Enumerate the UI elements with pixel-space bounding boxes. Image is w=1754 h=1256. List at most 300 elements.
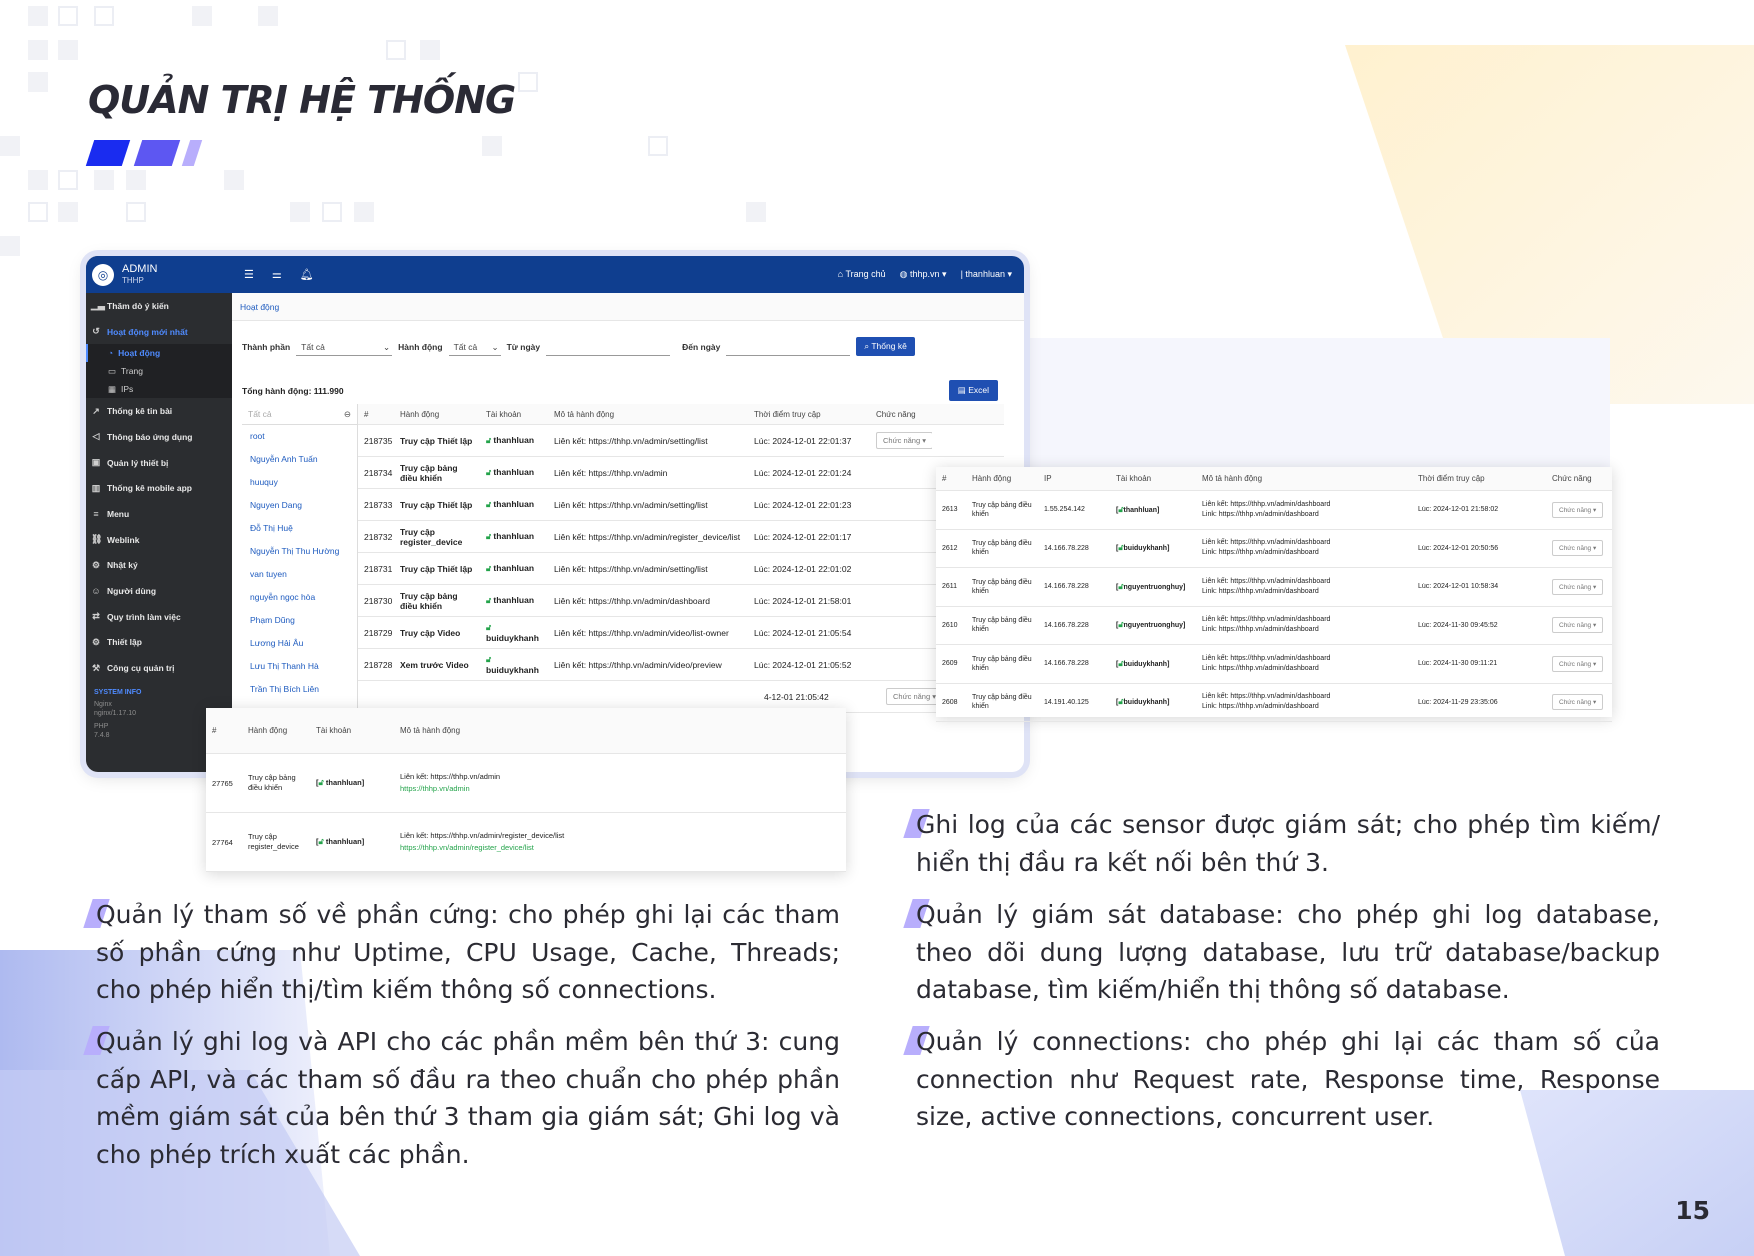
account-name[interactable]: buiduykhanh: [1123, 699, 1168, 707]
description-link[interactable]: Liên kết: https://thhp.vn/admin/dashboard: [1202, 500, 1331, 508]
row-description: [1196, 654, 1412, 674]
row-action: Truy cập bảng điều khiển: [972, 617, 1032, 634]
sidebar-item[interactable]: [86, 655, 232, 681]
column-header[interactable]: Hành động: [972, 474, 1012, 483]
table-row: [358, 521, 1004, 553]
column-header[interactable]: IP: [1044, 474, 1052, 483]
sidebar-item-label: Thống kê mobile app: [107, 483, 193, 494]
row-time: Lúc: 2024-12-01 21:05:52: [754, 659, 852, 670]
unlock-icon: 🔓︎: [486, 564, 494, 573]
sidebar-item-label: Công cụ quản trị: [107, 663, 175, 674]
row-action: Truy cập Thiết lập: [400, 499, 473, 510]
account-name[interactable]: thanhluan: [493, 467, 535, 477]
sidebar-item[interactable]: [86, 450, 232, 476]
row-ip: 14.166.78.228: [1044, 583, 1089, 591]
row-functions: [880, 688, 942, 705]
row-action: Truy cập bảng điều khiển: [400, 462, 458, 483]
row-functions: [1546, 617, 1612, 633]
function-label: Chức năng: [1559, 622, 1592, 630]
bell-icon[interactable]: 🔔︎: [299, 269, 314, 281]
ip-activity-panel: [936, 467, 1612, 717]
column-header[interactable]: Mô tả hành động: [1202, 474, 1263, 483]
subitem-icon: ◔: [108, 348, 114, 359]
description-link[interactable]: Link: https://thhp.vn/admin/dashboard: [1202, 664, 1319, 672]
sensor-paragraph: Ghi log của các sensor được giám sát; cho phép tìm kiếm/ hiển thị đầu ra kết nối bên thứ 3.: [916, 806, 1660, 881]
link-icon: ⛓: [91, 534, 103, 545]
row-account: [480, 467, 548, 478]
table-row: [358, 553, 1004, 585]
sidebar-item-label: Người dùng: [107, 586, 157, 597]
table-row: [936, 607, 1612, 646]
filter-bar: [242, 337, 915, 356]
description-link[interactable]: Link: https://thhp.vn/admin/dashboard: [1202, 587, 1319, 595]
function-dropdown[interactable]: Chức năng ▾: [876, 432, 932, 449]
function-dropdown[interactable]: Chức năng ▾: [1552, 540, 1603, 556]
row-description: Liên kết: https://thhp.vn/admin/setting/list: [554, 563, 708, 574]
table-row: [358, 617, 1004, 649]
sidebar-item-label: Menu: [107, 508, 130, 519]
unlock-icon: 🔓︎: [1118, 581, 1124, 591]
user-filter-input[interactable]: Tất cả ⊖: [242, 404, 357, 425]
unlock-icon: 🔓︎: [486, 500, 494, 509]
description-link[interactable]: Liên kết: https://thhp.vn/admin/register_device/list: [400, 831, 565, 840]
excel-button[interactable]: ▤ Excel: [949, 380, 998, 401]
column-header[interactable]: Tài khoản: [486, 409, 522, 419]
column-header[interactable]: #: [364, 409, 369, 419]
row-description: [1196, 692, 1412, 712]
description-url[interactable]: https://thhp.vn/admin/register_device/list: [400, 843, 534, 852]
component-select[interactable]: Tất cả ⌄: [296, 338, 392, 356]
user-filter-item[interactable]: Nguyễn Anh Tuấn: [250, 454, 318, 464]
sidebar-menu: [86, 293, 232, 681]
column-header[interactable]: Hành động: [400, 409, 440, 419]
row-time: Lúc: 2024-11-30 09:11:21: [1418, 660, 1498, 668]
table-row: [358, 457, 1004, 489]
function-label: Chức năng: [893, 692, 931, 701]
row-account: [🔓︎thanhluan]: [1116, 504, 1160, 514]
user-filter-item[interactable]: nguyễn ngọc hòa: [250, 592, 316, 602]
row-account: [480, 654, 548, 675]
from-date-input[interactable]: [546, 338, 670, 356]
row-account: [480, 622, 548, 643]
cog-icon: ⚙: [91, 636, 101, 647]
to-date-label: Đến ngày: [682, 341, 721, 352]
row-time: Lúc: 2024-12-01 22:01:23: [754, 499, 852, 510]
row-description: [394, 830, 846, 854]
user-icon: ☺: [91, 586, 101, 597]
row-id: 2611: [942, 583, 958, 591]
account-name[interactable]: buiduykhanh: [1123, 545, 1168, 553]
version-php: PHP 7.4.8: [94, 722, 110, 739]
admin-window: [86, 256, 1024, 772]
function-label: Chức năng: [1559, 545, 1592, 553]
row-action: Truy cập bảng điều khiển: [248, 773, 296, 792]
row-id: 218734: [364, 467, 393, 478]
shuffle-icon: ⇄: [92, 611, 100, 622]
user-filter-item[interactable]: huuquy: [250, 477, 278, 487]
sidebar-brand[interactable]: [86, 256, 232, 293]
stats-button[interactable]: ⌕ Thống kê: [856, 337, 914, 356]
row-action: Truy cập Thiết lập: [400, 563, 473, 574]
row-description: Liên kết: https://thhp.vn/admin/setting/list: [554, 435, 708, 446]
database-paragraph: Quản lý giám sát database: cho phép ghi log database, theo dõi dung lượng database, lưu trữ database/backup database, tìm kiếm/hiển thị thông số database.: [916, 896, 1660, 1009]
column-header[interactable]: Mô tả hành động: [554, 409, 615, 419]
row-time: Lúc: 2024-11-30 09:45:52: [1418, 621, 1498, 629]
unlock-icon: 🔓︎: [486, 623, 492, 632]
devices-icon: ▣: [91, 457, 101, 468]
column-header[interactable]: Chức năng: [1552, 474, 1592, 483]
row-action: Truy cập Thiết lập: [400, 435, 473, 446]
file-icon: ▤: [957, 385, 969, 395]
row-time: Lúc: 2024-12-01 21:05:54: [754, 627, 852, 638]
account-name[interactable]: buiduykhanh: [1123, 660, 1168, 668]
table-header-row: [206, 708, 846, 754]
row-action: Truy cập bảng điều khiển: [400, 590, 458, 611]
sidebar-item[interactable]: [86, 424, 232, 450]
sidebar-item-label: Thống kê tin bài: [107, 406, 173, 417]
account-name[interactable]: thanhluan: [325, 778, 362, 787]
sidebar-subitem-label: IPs: [121, 384, 134, 395]
account-name[interactable]: thanhluan: [493, 563, 535, 573]
home-link[interactable]: ⌂ Trang chủ: [837, 269, 886, 279]
user-filter-item[interactable]: van tuyen: [250, 569, 287, 579]
table-row: [358, 649, 1004, 681]
sidebar-subitem[interactable]: [86, 380, 232, 398]
row-ip: 1.55.254.142: [1044, 506, 1085, 514]
row-functions: [870, 432, 932, 449]
user-menu[interactable]: | thanhluan ▾: [960, 269, 1012, 279]
row-ip: 14.191.40.125: [1044, 698, 1089, 706]
row-account: [🔓︎buiduykhanh]: [1116, 658, 1170, 668]
column-header[interactable]: #: [212, 726, 217, 735]
sidebar-item-label: Quản lý thiết bị: [107, 457, 169, 468]
sidebar-subitem[interactable]: [86, 362, 232, 380]
table-header-row: [936, 467, 1612, 491]
row-description: [1196, 577, 1412, 597]
function-label: Chức năng: [883, 436, 921, 445]
row-description: [1196, 615, 1412, 635]
sidebar-subitem-label: Trang: [121, 366, 143, 377]
unlock-icon: 🔓︎: [486, 468, 494, 477]
function-dropdown[interactable]: Chức năng ▾: [1552, 502, 1603, 518]
row-action: Xem trước Video: [400, 659, 469, 670]
top-navbar: [232, 256, 1024, 293]
user-filter-list: [242, 404, 358, 724]
user-filter-item[interactable]: Nguyen Dang: [250, 500, 302, 510]
sidebar-item[interactable]: [86, 501, 232, 527]
row-time: Lúc: 2024-12-01 22:01:37: [754, 435, 852, 446]
row-account: [480, 531, 548, 542]
row-action: Truy cập bảng điều khiển: [972, 655, 1032, 672]
row-action: Truy cập Video: [400, 627, 461, 638]
row-account: [🔓︎ thanhluan]: [316, 778, 365, 787]
description-url[interactable]: https://thhp.vn/admin: [400, 784, 470, 793]
sidebar-item[interactable]: [86, 293, 232, 319]
row-description: Liên kết: https://thhp.vn/admin/video/list-owner: [554, 627, 729, 638]
sidebar-item-label: Thăm dò ý kiến: [107, 300, 169, 311]
row-functions: [1546, 540, 1612, 556]
table-row: [936, 530, 1612, 569]
function-dropdown[interactable]: Chức năng ▾: [886, 688, 942, 705]
row-account: [480, 563, 548, 574]
logo-icon: ◎: [92, 264, 114, 286]
ip-activity-table: [936, 467, 1612, 722]
account-name[interactable]: thanhluan: [493, 435, 535, 445]
unlock-icon: 🔓︎: [1118, 697, 1124, 707]
sidebar-item-label: Hoạt động mới nhất: [107, 326, 188, 337]
gears-icon: ⚙: [91, 559, 101, 570]
row-id: 218731: [364, 563, 393, 574]
column-header[interactable]: Tài khoản: [1116, 474, 1152, 483]
description-link[interactable]: Liên kết: https://thhp.vn/admin: [400, 772, 501, 781]
table-row: [358, 585, 1004, 617]
row-account: [🔓︎buiduykhanh]: [1116, 543, 1170, 553]
row-description: [394, 771, 846, 795]
row-account: [🔓︎nguyentruonghuy]: [1116, 620, 1186, 630]
action-label: Hành động: [398, 341, 443, 352]
account-name[interactable]: thanhluan: [1123, 506, 1157, 514]
user-filter-item[interactable]: Lưu Thị Thanh Hà: [250, 661, 319, 671]
row-action: Truy cập bảng điều khiển: [972, 694, 1032, 711]
user-filter-item[interactable]: Phạm Dũng: [250, 615, 295, 625]
row-time: Lúc: 2024-11-29 23:35:06: [1418, 698, 1498, 706]
row-description: Liên kết: https://thhp.vn/admin/dashboard: [554, 595, 710, 606]
description-link[interactable]: Liên kết: https://thhp.vn/admin/dashboard: [1202, 539, 1331, 547]
row-account: [480, 595, 548, 606]
version-nginx: Nginx nginx/1.17.10: [94, 700, 137, 717]
sidebar-item[interactable]: [86, 604, 232, 630]
column-header[interactable]: Thời điểm truy cập: [754, 409, 821, 419]
account-name[interactable]: nguyentruonghuy: [1123, 622, 1184, 630]
function-dropdown[interactable]: Chức năng ▾: [1552, 656, 1603, 672]
column-header[interactable]: Hành động: [248, 726, 288, 735]
sidebar-item-label: Thiết lập: [107, 637, 142, 648]
row-time: Lúc: 2024-12-01 10:58:34: [1418, 583, 1499, 591]
row-id: 218732: [364, 531, 393, 542]
sidebar-item[interactable]: [86, 319, 232, 345]
brand-subtitle: THHP: [122, 275, 144, 285]
table-row: [358, 425, 1004, 457]
column-header[interactable]: #: [942, 474, 947, 483]
row-id: 27765: [212, 778, 233, 788]
row-id: 218735: [364, 435, 393, 446]
menu-icon: ≡: [93, 508, 99, 519]
row-account: [🔓︎buiduykhanh]: [1116, 697, 1170, 707]
row-time: Lúc: 2024-12-01 21:58:01: [754, 595, 852, 606]
unlock-icon: 🔓︎: [318, 837, 326, 846]
row-account: [480, 499, 548, 510]
table-row: [936, 684, 1612, 723]
stats-icon: ▥: [91, 482, 101, 493]
sidebar-item[interactable]: [86, 475, 232, 501]
sidebar-item-label: Quy trình làm việc: [107, 611, 181, 622]
row-action: Truy cập register_device: [400, 526, 463, 547]
user-filter-item[interactable]: Trần Thị Bích Liên: [250, 684, 319, 694]
breadcrumb[interactable]: Hoạt động: [232, 293, 1024, 321]
column-header[interactable]: Thời điểm truy cập: [1418, 474, 1485, 483]
table-row: [936, 491, 1612, 530]
row-id: 27764: [212, 837, 233, 847]
sidebar-item[interactable]: [86, 398, 232, 424]
description-link[interactable]: Liên kết: https://thhp.vn/admin/dashboard: [1202, 693, 1331, 701]
user-filter-item[interactable]: root: [250, 431, 265, 441]
sidebar-item-label: Thông báo ứng dụng: [107, 431, 193, 442]
table-row: [936, 568, 1612, 607]
unlock-icon: 🔓︎: [1118, 620, 1124, 630]
page-title: QUẢN TRỊ HỆ THỐNG: [88, 78, 516, 122]
row-description: Liên kết: https://thhp.vn/admin/setting/list: [554, 499, 708, 510]
action-select[interactable]: Tất cả ⌄: [449, 338, 501, 356]
function-label: Chức năng: [1559, 583, 1592, 591]
account-name[interactable]: thanhluan: [325, 837, 362, 846]
row-action: Truy cập bảng điều khiển: [972, 501, 1032, 518]
function-label: Chức năng: [1559, 506, 1592, 514]
description-link[interactable]: Liên kết: https://thhp.vn/admin/dashboard: [1202, 577, 1331, 585]
row-account: [🔓︎ thanhluan]: [316, 837, 365, 846]
to-date-input[interactable]: [726, 338, 850, 356]
user-filter-item[interactable]: Nguyễn Thị Thu Hường: [250, 546, 340, 556]
api-paragraph: Quản lý ghi log và API cho các phần mềm bên thứ 3: cung cấp API, và các tham số đầu ra theo chuẩn cho phép phần mềm giám sát của bên thứ 3 tham gia giám sát; Ghi log và cho phép trích xuất các phần.: [96, 1023, 840, 1173]
row-action: Truy cập bảng điều khiển: [972, 540, 1032, 557]
sidebar-subitem-label: Hoạt động: [118, 348, 161, 359]
row-ip: 14.166.78.228: [1044, 544, 1089, 552]
row-description: [1196, 500, 1412, 520]
row-time: Lúc: 2024-12-01 22:01:24: [754, 467, 852, 478]
function-dropdown[interactable]: Chức năng ▾: [1552, 579, 1603, 595]
row-id: 2608: [942, 698, 958, 706]
column-header[interactable]: Mô tả hành động: [400, 726, 461, 735]
function-dropdown[interactable]: Chức năng ▾: [1552, 617, 1603, 633]
sidebar-submenu: [86, 344, 232, 398]
hammer-icon: ⚒: [91, 662, 101, 673]
page-number: 15: [1675, 1196, 1710, 1225]
row-functions: [1546, 579, 1612, 595]
unlock-icon: 🔓︎: [1118, 658, 1124, 668]
row-id: 2612: [942, 544, 958, 552]
row-functions: [1546, 656, 1612, 672]
row-id: 218733: [364, 499, 393, 510]
row-description: Liên kết: https://thhp.vn/admin: [554, 467, 668, 478]
row-id: 2609: [942, 660, 958, 668]
subitem-icon: ▭: [108, 365, 117, 376]
globe-icon: ◍: [899, 269, 911, 279]
row-time: Lúc: 2024-12-01 20:50:56: [1418, 544, 1499, 552]
search-icon: ⌕: [864, 341, 872, 351]
connections-paragraph: Quản lý connections: cho phép ghi lại các tham số của connection như Request rate, Response time, Response size, active connections, concurrent user.: [916, 1023, 1660, 1136]
row-action: Truy cập bảng điều khiển: [972, 578, 1032, 595]
function-label: Chức năng: [1559, 660, 1592, 668]
hardware-paragraph: Quản lý tham số về phần cứng: cho phép ghi lại các tham số phần cứng như Uptime, CPU Usage, Cache, Threads; cho phép hiển thị/tìm kiếm thông số connections.: [96, 896, 840, 1009]
row-time: Lúc: 2024-12-01 22:01:02: [754, 563, 852, 574]
unlock-icon: 🔓︎: [1118, 504, 1124, 514]
sidebar-subitem[interactable]: [86, 344, 232, 362]
row-action: Truy cập register_device: [248, 832, 299, 851]
sidebar-item[interactable]: [86, 578, 232, 604]
row-time: 4-12-01 21:05:42: [764, 691, 829, 702]
total-actions: Tổng hành động: 111.990: [242, 386, 344, 396]
table-row: [358, 489, 1004, 521]
user-filter-item[interactable]: Đỗ Thị Huệ: [250, 523, 293, 533]
sidebar-item[interactable]: [86, 527, 232, 553]
account-name[interactable]: thanhluan: [493, 531, 535, 541]
account-name[interactable]: buiduykhanh: [486, 633, 539, 643]
unlock-icon: 🔓︎: [486, 596, 494, 605]
trend-icon: ↗: [92, 405, 100, 416]
row-id: 218730: [364, 595, 393, 606]
activity-table: [358, 404, 1004, 713]
description-link[interactable]: Link: https://thhp.vn/admin/dashboard: [1202, 510, 1319, 518]
subitem-icon: ▦: [108, 383, 117, 394]
unlock-icon: 🔓︎: [318, 778, 326, 787]
brand-title: ADMIN: [122, 262, 158, 275]
clear-icon[interactable]: ⊖: [343, 409, 351, 419]
table-header-row: [358, 404, 1004, 425]
row-id: 2610: [942, 621, 958, 629]
unlock-icon: 🔓︎: [1118, 543, 1124, 553]
row-account: [🔓︎nguyentruonghuy]: [1116, 581, 1186, 591]
row-id: 218728: [364, 659, 393, 670]
description-link[interactable]: Liên kết: https://thhp.vn/admin/dashboard: [1202, 616, 1331, 624]
row-id: 2613: [942, 506, 958, 514]
account-name[interactable]: thanhluan: [493, 595, 535, 605]
row-description: [1196, 538, 1412, 558]
system-info-label: SYSTEM INFO: [94, 688, 142, 696]
unlock-icon: 🔓︎: [486, 655, 492, 664]
account-name[interactable]: thanhluan: [493, 499, 535, 509]
table-row: [206, 754, 846, 813]
row-ip: 14.166.78.228: [1044, 660, 1089, 668]
row-account: [480, 435, 548, 446]
home-icon: ⌂: [837, 269, 846, 279]
row-description: Liên kết: https://thhp.vn/admin/video/preview: [554, 659, 722, 670]
description-link[interactable]: Link: https://thhp.vn/admin/dashboard: [1202, 549, 1319, 557]
row-time: Lúc: 2024-12-01 22:01:17: [754, 531, 852, 542]
function-label: Chức năng: [1559, 699, 1592, 707]
history-icon: ↺: [92, 326, 100, 337]
sidebar-item[interactable]: [86, 553, 232, 579]
user-filter-item[interactable]: Lương Hải Âu: [250, 638, 304, 648]
column-header[interactable]: Chức năng: [876, 409, 916, 419]
row-id: 218729: [364, 627, 393, 638]
list-icon[interactable]: ☰: [244, 269, 254, 281]
row-functions: [1546, 694, 1612, 710]
from-date-label: Từ ngày: [506, 341, 541, 352]
unlock-icon: 🔓︎: [486, 436, 494, 445]
description-link[interactable]: Link: https://thhp.vn/admin/dashboard: [1202, 703, 1319, 711]
row-functions: [1546, 502, 1612, 518]
account-name[interactable]: nguyentruonghuy: [1123, 583, 1184, 591]
chart-icon: ▁▃: [91, 300, 105, 311]
component-label: Thành phần: [242, 341, 291, 352]
description-link[interactable]: Liên kết: https://thhp.vn/admin/dashboard: [1202, 654, 1331, 662]
function-dropdown[interactable]: Chức năng ▾: [1552, 694, 1603, 710]
detail-log-panel: [206, 708, 846, 872]
row-ip: 14.166.78.228: [1044, 621, 1089, 629]
table-row: [936, 645, 1612, 684]
unlock-icon: 🔓︎: [486, 532, 494, 541]
sidebar-item-label: Weblink: [107, 534, 140, 545]
site-dropdown[interactable]: ◍ thhp.vn ▾: [899, 269, 947, 279]
megaphone-icon: ◁: [92, 431, 100, 442]
account-name[interactable]: buiduykhanh: [486, 665, 539, 675]
sidebar: [86, 256, 232, 772]
sliders-icon[interactable]: ⚌: [271, 269, 282, 281]
column-header[interactable]: Tài khoản: [316, 726, 352, 735]
description-link[interactable]: Link: https://thhp.vn/admin/dashboard: [1202, 626, 1319, 634]
row-time: Lúc: 2024-12-01 21:58:02: [1418, 506, 1499, 514]
sidebar-item[interactable]: [86, 630, 232, 656]
row-description: Liên kết: https://thhp.vn/admin/register_device/list: [554, 531, 741, 542]
